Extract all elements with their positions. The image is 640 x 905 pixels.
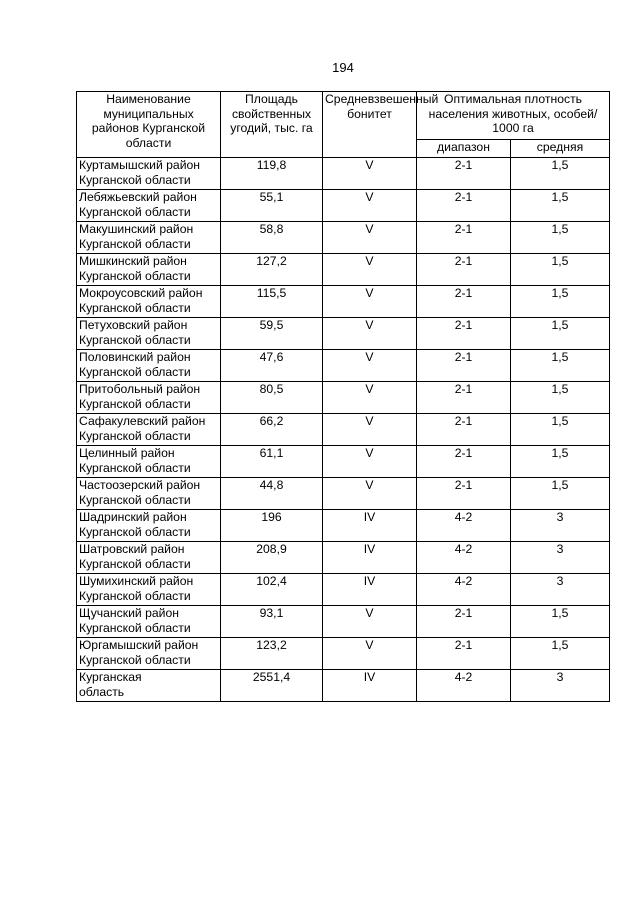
- district-name-line: Курганской области: [79, 588, 191, 603]
- header-density: Оптимальная плотность населения животных, особей/ 1000 га: [417, 92, 610, 140]
- header-average: средняя: [511, 140, 610, 158]
- range-value: 4-2: [417, 670, 511, 702]
- average-value: 1,5: [511, 222, 610, 254]
- table-row: [77, 670, 610, 702]
- district-name-line: Притобольный район: [79, 382, 201, 396]
- range-value: 2-1: [417, 222, 511, 254]
- bonitet-value: V: [323, 478, 417, 510]
- district-name-line: Петуховский район: [79, 318, 188, 332]
- range-value: 2-1: [417, 414, 511, 446]
- district-name-line: Шатровский район: [79, 542, 185, 556]
- district-name-line: Курганской области: [79, 268, 191, 283]
- table-row: [77, 638, 610, 670]
- range-value: 4-2: [417, 542, 511, 574]
- header-name: Наименование муниципальных районов Курганской области: [77, 92, 221, 158]
- area-value: 127,2: [221, 254, 323, 286]
- table-row: [77, 446, 610, 478]
- district-name: [77, 222, 221, 254]
- table-row: [77, 190, 610, 222]
- table-row: [77, 606, 610, 638]
- area-value: 208,9: [221, 542, 323, 574]
- bonitet-value: V: [323, 254, 417, 286]
- range-value: 2-1: [417, 446, 511, 478]
- area-value: 61,1: [221, 446, 323, 478]
- bonitet-value: V: [323, 638, 417, 670]
- area-value: 93,1: [221, 606, 323, 638]
- district-name-line: Сафакулевский район: [79, 414, 206, 428]
- table-body: [77, 158, 610, 702]
- district-name-line: Целинный район: [79, 446, 175, 460]
- bonitet-value: V: [323, 286, 417, 318]
- district-name-line: Курганской области: [79, 332, 191, 347]
- range-value: 2-1: [417, 478, 511, 510]
- range-value: 2-1: [417, 638, 511, 670]
- table-row: [77, 478, 610, 510]
- area-value: 55,1: [221, 190, 323, 222]
- bonitet-value: V: [323, 606, 417, 638]
- bonitet-value: V: [323, 222, 417, 254]
- density-table: [76, 91, 610, 702]
- district-name: [77, 670, 221, 702]
- district-name-line: Мишкинский район: [79, 254, 187, 268]
- district-name-line: Курганской области: [79, 236, 191, 251]
- district-name: [77, 446, 221, 478]
- table-row: [77, 254, 610, 286]
- district-name: [77, 382, 221, 414]
- range-value: 2-1: [417, 318, 511, 350]
- area-value: 123,2: [221, 638, 323, 670]
- bonitet-value: V: [323, 190, 417, 222]
- table-row: [77, 382, 610, 414]
- average-value: 3: [511, 574, 610, 606]
- average-value: 1,5: [511, 414, 610, 446]
- area-value: 59,5: [221, 318, 323, 350]
- district-name-line: Шадринский район: [79, 510, 187, 524]
- range-value: 2-1: [417, 382, 511, 414]
- district-name-line: Курганской области: [79, 172, 191, 187]
- range-value: 2-1: [417, 158, 511, 190]
- area-value: 47,6: [221, 350, 323, 382]
- bonitet-value: V: [323, 414, 417, 446]
- district-name-line: Лебяжьевский район: [79, 190, 197, 204]
- table-row: [77, 222, 610, 254]
- district-name-line: Половинский район: [79, 350, 191, 364]
- range-value: 2-1: [417, 350, 511, 382]
- area-value: 2551,4: [221, 670, 323, 702]
- average-value: 1,5: [511, 318, 610, 350]
- district-name-line: Мокроусовский район: [79, 286, 203, 300]
- area-value: 102,4: [221, 574, 323, 606]
- bonitet-value: V: [323, 382, 417, 414]
- table-row: [77, 318, 610, 350]
- average-value: 3: [511, 542, 610, 574]
- district-name-line: Частоозерский район: [79, 478, 201, 492]
- average-value: 1,5: [511, 382, 610, 414]
- district-name: [77, 638, 221, 670]
- average-value: 3: [511, 670, 610, 702]
- bonitet-value: V: [323, 446, 417, 478]
- district-name-line: Щучанский район: [79, 606, 179, 620]
- district-name-line: Курганской области: [79, 556, 191, 571]
- table-row: [77, 574, 610, 606]
- district-name: [77, 542, 221, 574]
- average-value: 1,5: [511, 446, 610, 478]
- district-name: [77, 510, 221, 542]
- average-value: 1,5: [511, 254, 610, 286]
- header-range: диапазон: [417, 140, 511, 158]
- bonitet-value: IV: [323, 574, 417, 606]
- header-area: Площадь свойственных угодий, тыс. га: [221, 92, 323, 158]
- area-value: 80,5: [221, 382, 323, 414]
- district-name-line: Курганской области: [79, 300, 191, 315]
- district-name: [77, 190, 221, 222]
- range-value: 2-1: [417, 606, 511, 638]
- district-name: [77, 318, 221, 350]
- table-row: [77, 350, 610, 382]
- average-value: 1,5: [511, 190, 610, 222]
- district-name-line: область: [79, 684, 125, 699]
- area-value: 115,5: [221, 286, 323, 318]
- district-name-line: Курганской области: [79, 620, 191, 635]
- page-number: 194: [332, 60, 354, 75]
- table-row: [77, 158, 610, 190]
- district-name: [77, 286, 221, 318]
- district-name: [77, 574, 221, 606]
- district-name-line: Курганской области: [79, 428, 191, 443]
- table-row: [77, 510, 610, 542]
- table-row: [77, 414, 610, 446]
- bonitet-value: V: [323, 318, 417, 350]
- average-value: 1,5: [511, 350, 610, 382]
- average-value: 1,5: [511, 158, 610, 190]
- district-name-line: Курганской области: [79, 652, 191, 667]
- district-name-line: Курганской области: [79, 492, 191, 507]
- district-name-line: Курганская: [79, 670, 142, 684]
- district-name-line: Шумихинский район: [79, 574, 194, 588]
- range-value: 2-1: [417, 254, 511, 286]
- bonitet-value: V: [323, 158, 417, 190]
- area-value: 119,8: [221, 158, 323, 190]
- district-name: [77, 606, 221, 638]
- area-value: 58,8: [221, 222, 323, 254]
- range-value: 2-1: [417, 190, 511, 222]
- district-name-line: Куртамышский район: [79, 158, 201, 172]
- district-name: [77, 350, 221, 382]
- table-row: [77, 286, 610, 318]
- district-name-line: Макушинский район: [79, 222, 194, 236]
- table-row: [77, 542, 610, 574]
- bonitet-value: IV: [323, 510, 417, 542]
- district-name-line: Курганской области: [79, 396, 191, 411]
- district-name: [77, 254, 221, 286]
- district-name-line: Курганской области: [79, 460, 191, 475]
- district-name-line: Курганской области: [79, 524, 191, 539]
- average-value: 1,5: [511, 606, 610, 638]
- header-bonitet: Средневзвешенный бонитет: [323, 92, 417, 158]
- range-value: 4-2: [417, 510, 511, 542]
- bonitet-value: IV: [323, 542, 417, 574]
- district-name-line: Курганской области: [79, 204, 191, 219]
- average-value: 1,5: [511, 638, 610, 670]
- bonitet-value: IV: [323, 670, 417, 702]
- district-name: [77, 414, 221, 446]
- average-value: 1,5: [511, 286, 610, 318]
- range-value: 2-1: [417, 286, 511, 318]
- district-name-line: Курганской области: [79, 364, 191, 379]
- average-value: 3: [511, 510, 610, 542]
- average-value: 1,5: [511, 478, 610, 510]
- area-value: 196: [221, 510, 323, 542]
- district-name: [77, 158, 221, 190]
- bonitet-value: V: [323, 350, 417, 382]
- district-name: [77, 478, 221, 510]
- area-value: 44,8: [221, 478, 323, 510]
- area-value: 66,2: [221, 414, 323, 446]
- range-value: 4-2: [417, 574, 511, 606]
- district-name-line: Юргамышский район: [79, 638, 199, 652]
